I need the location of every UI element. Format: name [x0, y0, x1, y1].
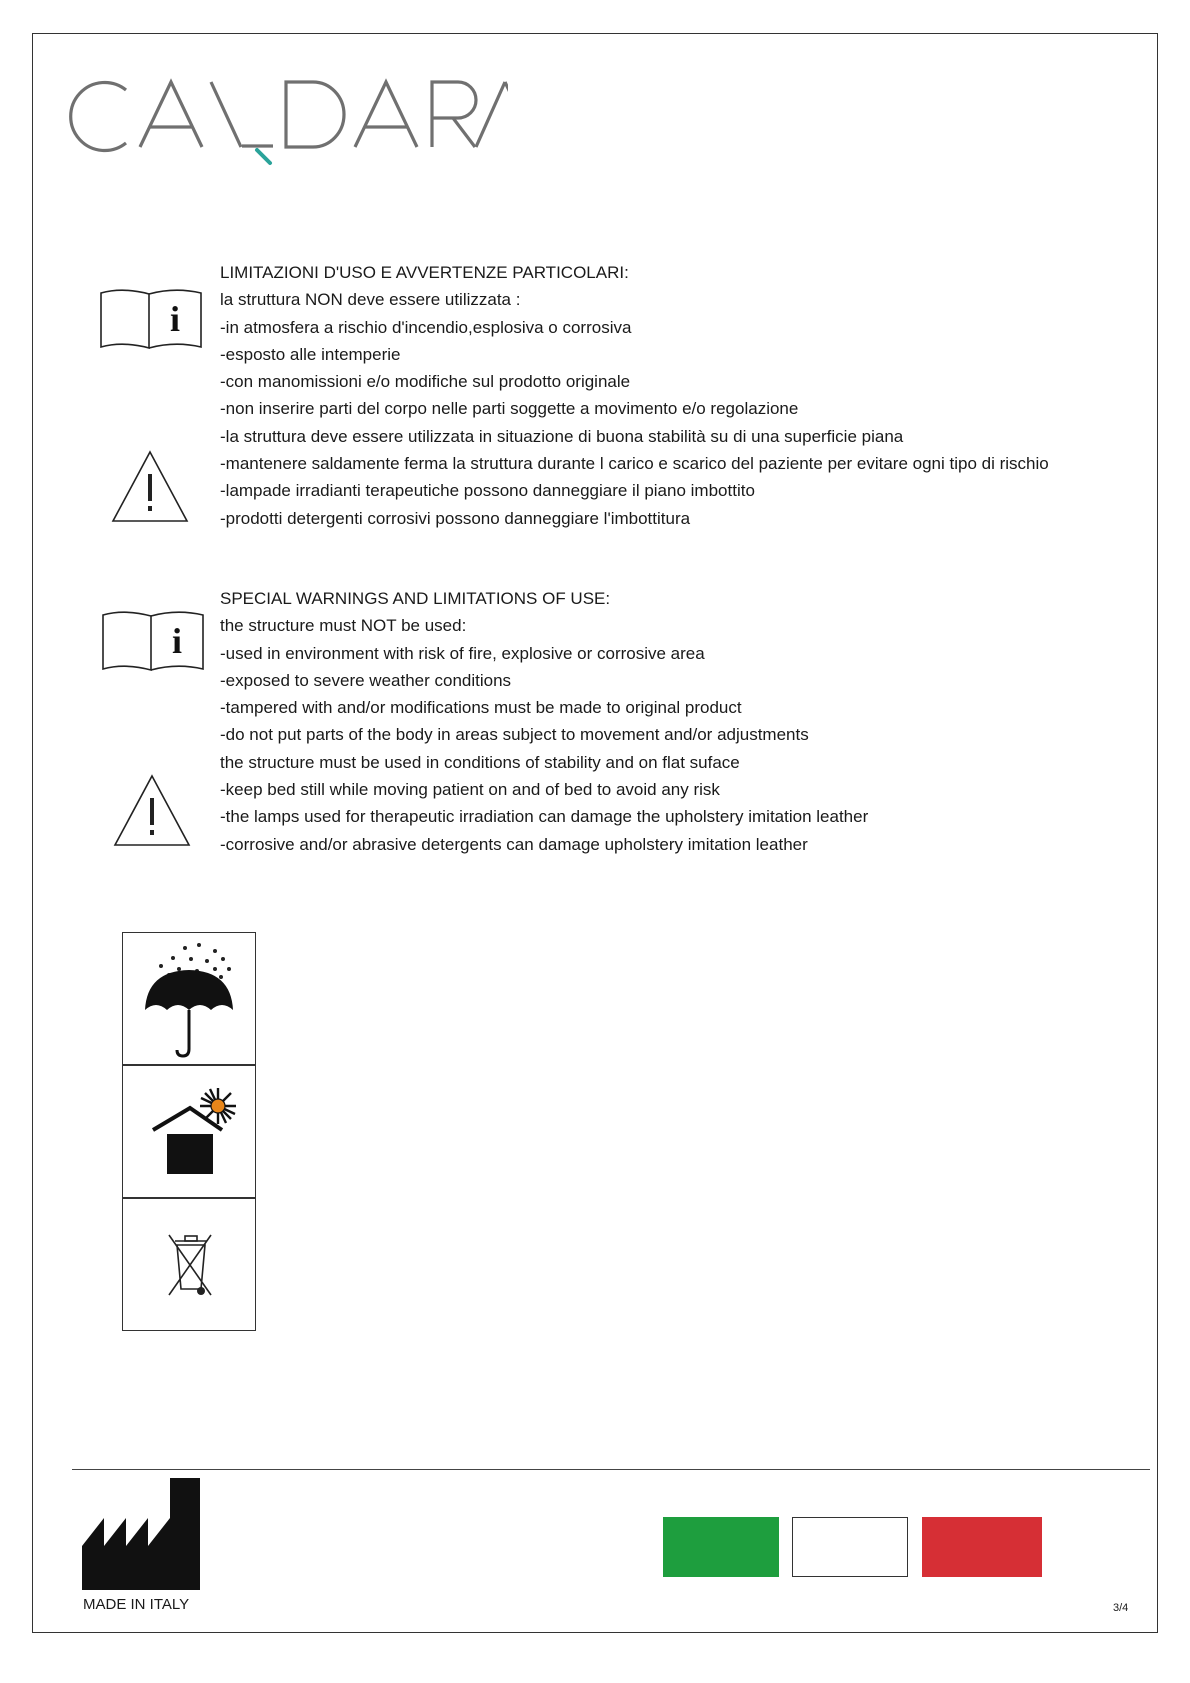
list-item: -non inserire parti del corpo nelle parti soggette a movimento e/o regolazione — [220, 399, 799, 419]
keep-away-from-sunlight-icon — [122, 1065, 256, 1198]
manufacturer-factory-icon — [80, 1478, 202, 1592]
flag-white — [792, 1517, 908, 1577]
list-item: -exposed to severe weather conditions — [220, 670, 512, 690]
list-item: the structure must be used in conditions of stability and on flat suface — [220, 752, 740, 772]
english-warnings — [220, 585, 868, 858]
crossed-out-bin-icon — [122, 1198, 256, 1331]
list-item: -keep bed still while moving patient on and of bed to avoid any risk — [220, 780, 720, 800]
list-item: -the lamps used for therapeutic irradiation can damage the upholstery imitation leather — [220, 807, 869, 827]
list-item: -prodotti detergenti corrosivi possono danneggiare l'imbottitura — [220, 508, 691, 528]
list-item: the structure must NOT be used: — [220, 616, 467, 636]
list-item: -tampered with and/or modifications must be made to original product — [220, 698, 742, 718]
instruction-manual-icon — [98, 286, 204, 357]
english-heading: SPECIAL WARNINGS AND LIMITATIONS OF USE: — [220, 589, 611, 608]
svg-text:i: i — [171, 621, 183, 661]
warning-triangle-icon — [110, 449, 190, 530]
flag-green — [663, 1517, 779, 1577]
italian-heading: LIMITAZIONI D'USO E AVVERTENZE PARTICOLARI: — [220, 263, 629, 282]
keep-dry-umbrella-icon — [122, 932, 256, 1065]
page-number: 3/4 — [1113, 1602, 1129, 1614]
list-item: -used in environment with risk of fire, explosive or corrosive area — [220, 643, 705, 663]
warning-triangle-icon — [112, 773, 192, 854]
list-item: -in atmosfera a rischio d'incendio,esplosiva o corrosiva — [220, 317, 632, 337]
footer-divider — [72, 1469, 1150, 1470]
logo-graphic — [68, 70, 508, 170]
made-in-italy-label: MADE IN ITALY — [83, 1596, 190, 1613]
list-item: la struttura NON deve essere utilizzata : — [220, 290, 521, 310]
list-item: -mantenere saldamente ferma la struttura durante l carico e scarico del paziente per evitare ogni tipo di rischio — [220, 454, 1049, 474]
caldara-logo — [68, 70, 508, 170]
instruction-manual-icon — [100, 608, 206, 679]
list-item: -esposto alle intemperie — [220, 344, 401, 364]
list-item: -la struttura deve essere utilizzata in situazione di buona stabilità su di una superficie piana — [220, 426, 904, 446]
list-item: -con manomissioni e/o modifiche sul prodotto originale — [220, 372, 631, 392]
italian-warnings — [220, 259, 1049, 532]
svg-text:i: i — [169, 299, 181, 339]
list-item: -lampade irradianti terapeutiche possono danneggiare il piano imbottito — [220, 481, 755, 501]
list-item: -corrosive and/or abrasive detergents can damage upholstery imitation leather — [220, 834, 808, 854]
flag-red — [922, 1517, 1042, 1577]
list-item: -do not put parts of the body in areas subject to movement and/or adjustments — [220, 725, 809, 745]
